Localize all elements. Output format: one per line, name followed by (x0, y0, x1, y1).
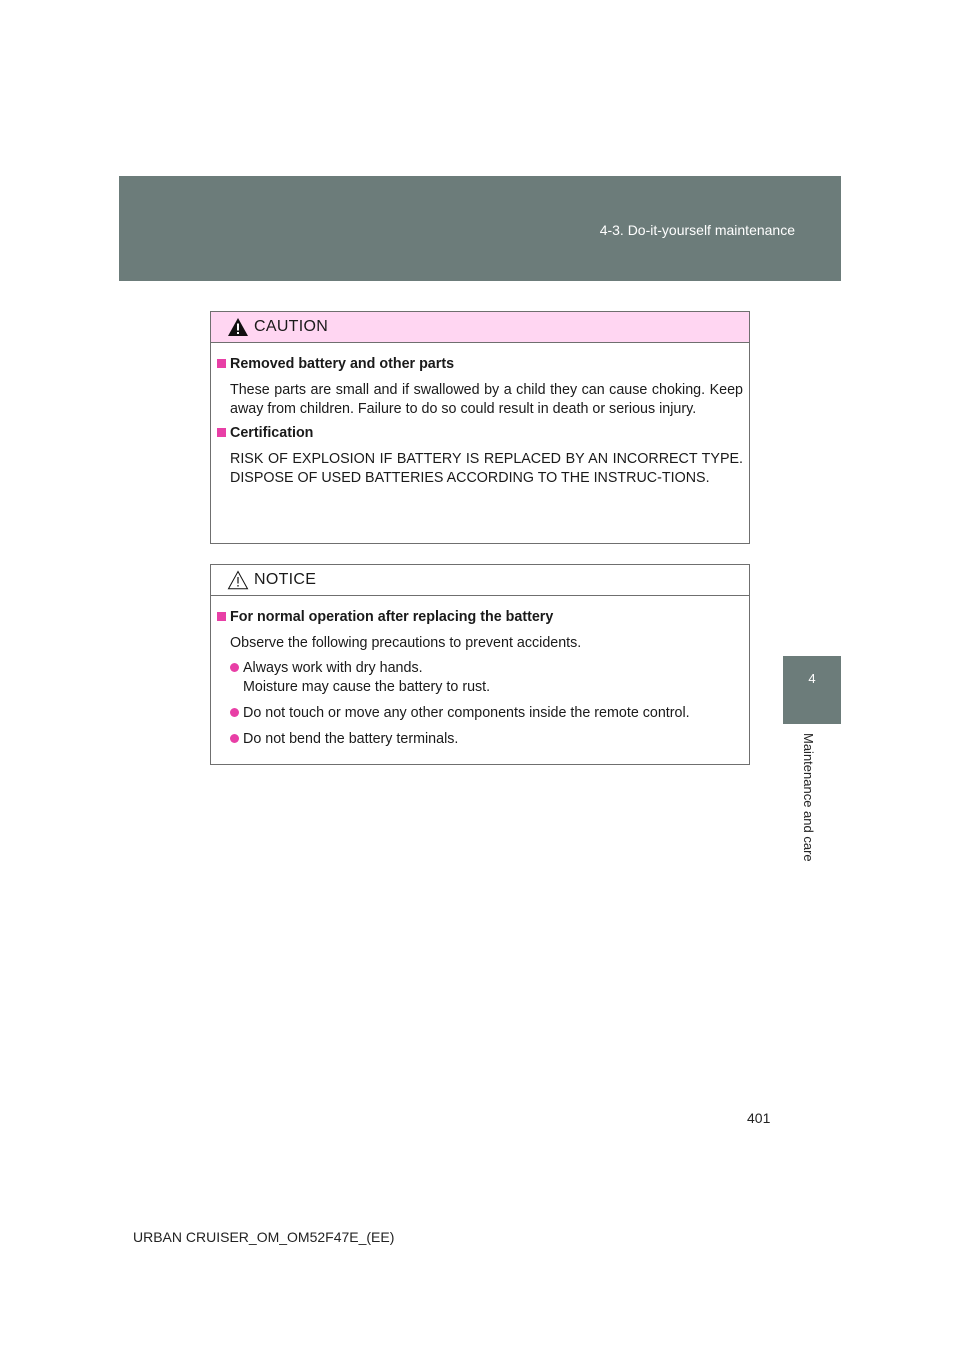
notice-topic: For normal operation after replacing the battery (217, 608, 743, 627)
caution-box (210, 311, 750, 544)
caution-text-1: These parts are small and if swallowed by a child they can cause choking. Keep away from children. Failure to do so could result in death or serious injury. (230, 382, 743, 417)
notice-body (211, 596, 749, 749)
caution-body (211, 343, 749, 488)
header-band (119, 176, 841, 281)
page-number: 401 (747, 1110, 771, 1126)
notice-label: NOTICE (254, 571, 317, 588)
chapter-title: Maintenance and care (801, 733, 816, 862)
notice-header (211, 565, 749, 596)
caution-topic-1: Removed battery and other parts (217, 355, 743, 374)
square-bullet-icon (217, 428, 226, 437)
chapter-number: 4 (808, 671, 816, 686)
square-bullet-icon (217, 612, 226, 621)
caution-label: CAUTION (254, 318, 329, 335)
notice-bullet-2: Do not touch or move any other components inside the remote control. (217, 704, 743, 723)
round-bullet-icon (230, 663, 239, 672)
warning-filled-icon (227, 317, 249, 337)
chapter-title-vertical (800, 733, 820, 883)
warning-outline-icon (227, 570, 249, 590)
square-bullet-icon (217, 359, 226, 368)
caution-header (211, 312, 749, 343)
notice-bullet-3: Do not bend the battery terminals. (217, 730, 743, 749)
round-bullet-icon (230, 708, 239, 717)
notice-bullet-1: Always work with dry hands. Moisture may cause the battery to rust. (217, 659, 743, 697)
document-code: URBAN CRUISER_OM_OM52F47E_(EE) (133, 1229, 395, 1245)
caution-topic-2: Certification (217, 424, 743, 443)
round-bullet-icon (230, 734, 239, 743)
notice-box (210, 564, 750, 765)
section-title: 4-3. Do-it-yourself maintenance (599, 222, 795, 238)
chapter-tab (783, 656, 841, 724)
notice-intro: Observe the following precautions to prevent accidents. (230, 635, 582, 651)
caution-text-2: RISK OF EXPLOSION IF BATTERY IS REPLACED BY AN INCORRECT TYPE. DISPOSE OF USED BATTERIES ACCORDING TO THE INSTRUC-TIONS. (230, 451, 743, 486)
